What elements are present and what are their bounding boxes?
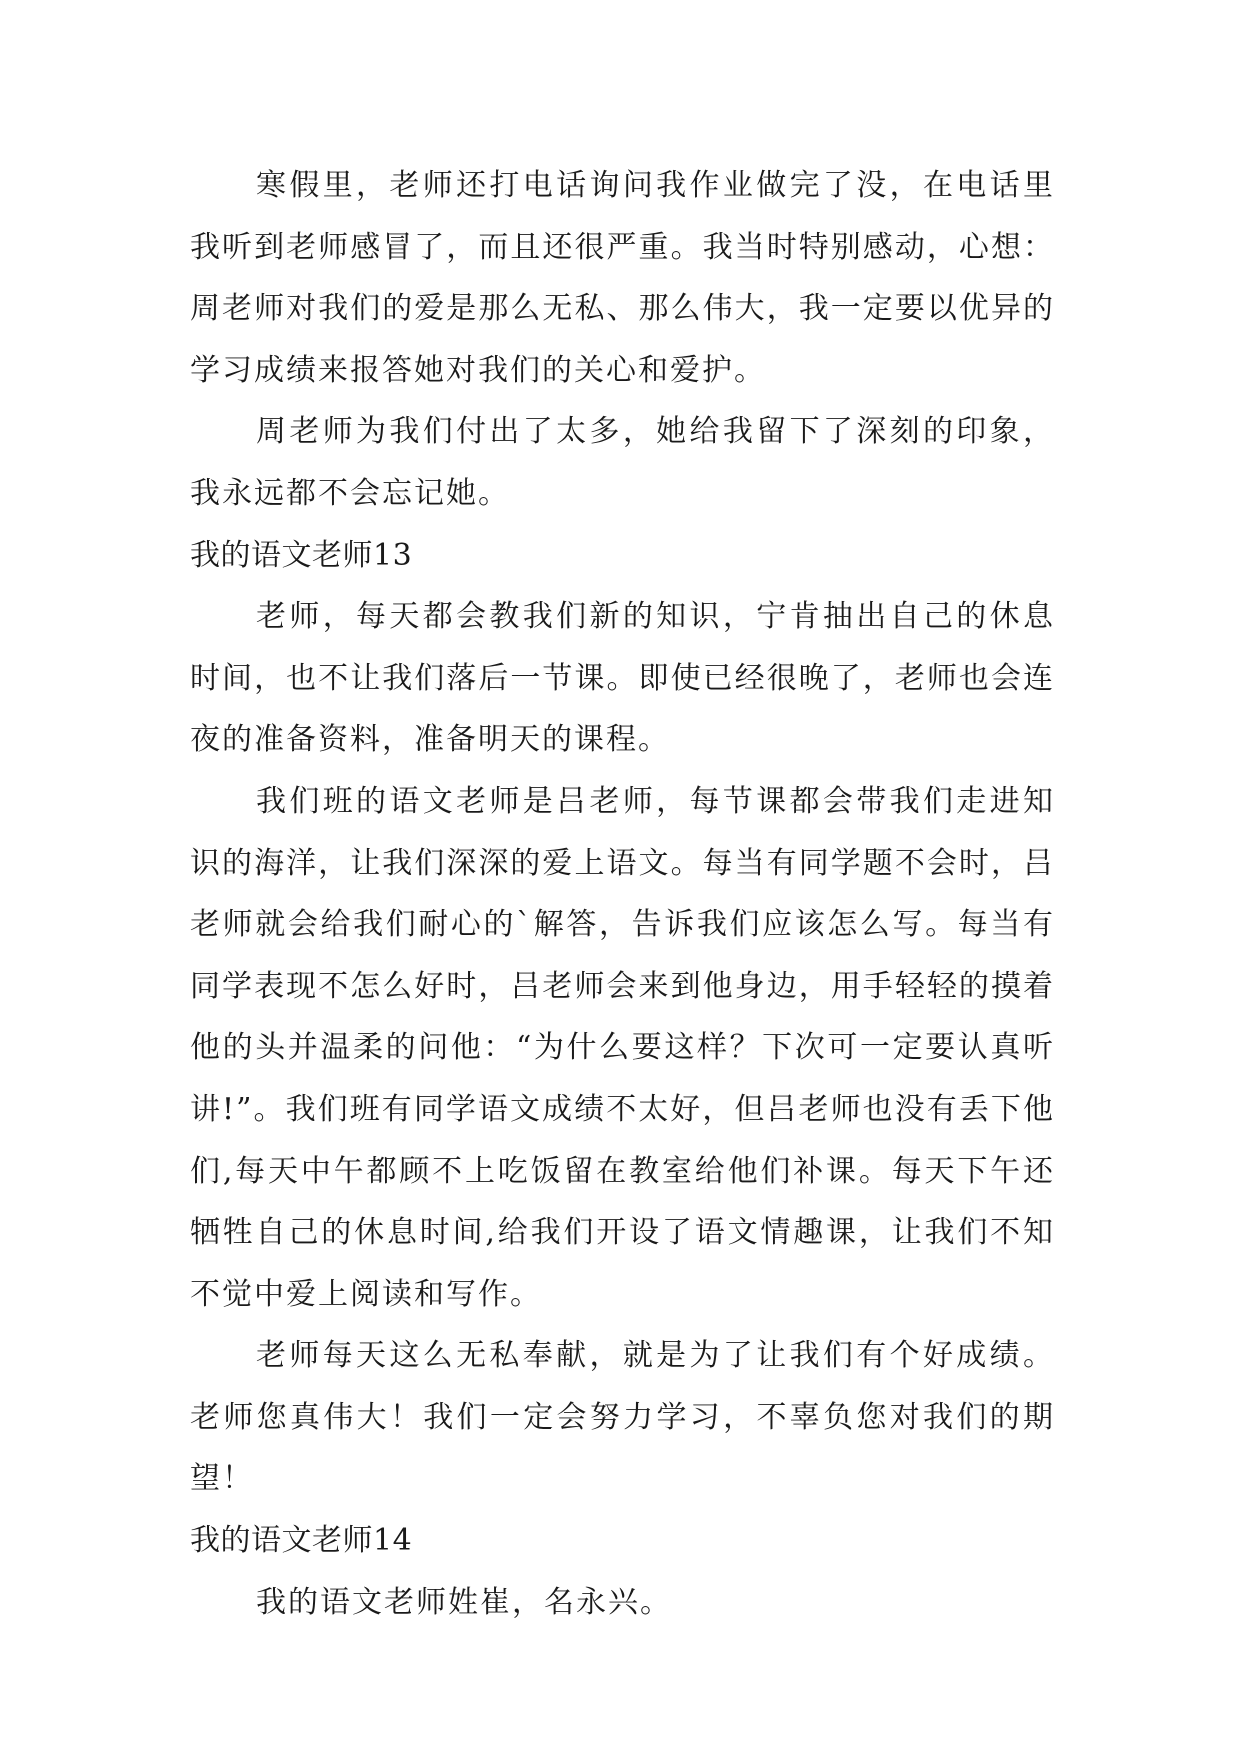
paragraph: 我的语文老师姓崔，名永兴。 [256,1584,672,1620]
document-body [190,155,1055,1633]
section-heading: 我的语文老师13 [190,537,413,573]
paragraph: 老师，每天都会教我们新的知识，宁肯抽出自己的休息时间，也不让我们落后一节课。即使已经很晚了，老师也会连夜的准备资料，准备明天的课程。 [190,599,1055,758]
paragraph: 老师每天这么无私奉献，就是为了让我们有个好成绩。老师您真伟大！我们一定会努力学习，不辜负您对我们的期望！ [190,1338,1055,1497]
paragraph: 我们班的语文老师是吕老师，每节课都会带我们走进知识的海洋，让我们深深的爱上语文。每当有同学题不会时，吕老师就会给我们耐心的`解答，告诉我们应该怎么写。每当有同学表现不怎么好时，吕老师会来到他身边，用手轻轻的摸着他的头并温柔的问他：“为什么要这样？下次可一定要认真听讲!”。我们班有同学语文成绩不太好，但吕老师也没有丢下他们,每天中午都顾不上吃饭留在教室给他们补课。每天下午还牺牲自己的休息时间,给我们开设了语文情趣课，让我们不知不觉中爱上阅读和写作。 [190,783,1055,1312]
section-heading: 我的语文老师14 [190,1523,413,1559]
paragraph: 周老师为我们付出了太多，她给我留下了深刻的印象，我永远都不会忘记她。 [190,414,1055,511]
paragraph: 寒假里，老师还打电话询问我作业做完了没，在电话里我听到老师感冒了，而且还很严重。我当时特别感动，心想：周老师对我们的爱是那么无私、那么伟大，我一定要以优异的学习成绩来报答她对我们的关心和爱护。 [190,168,1055,388]
